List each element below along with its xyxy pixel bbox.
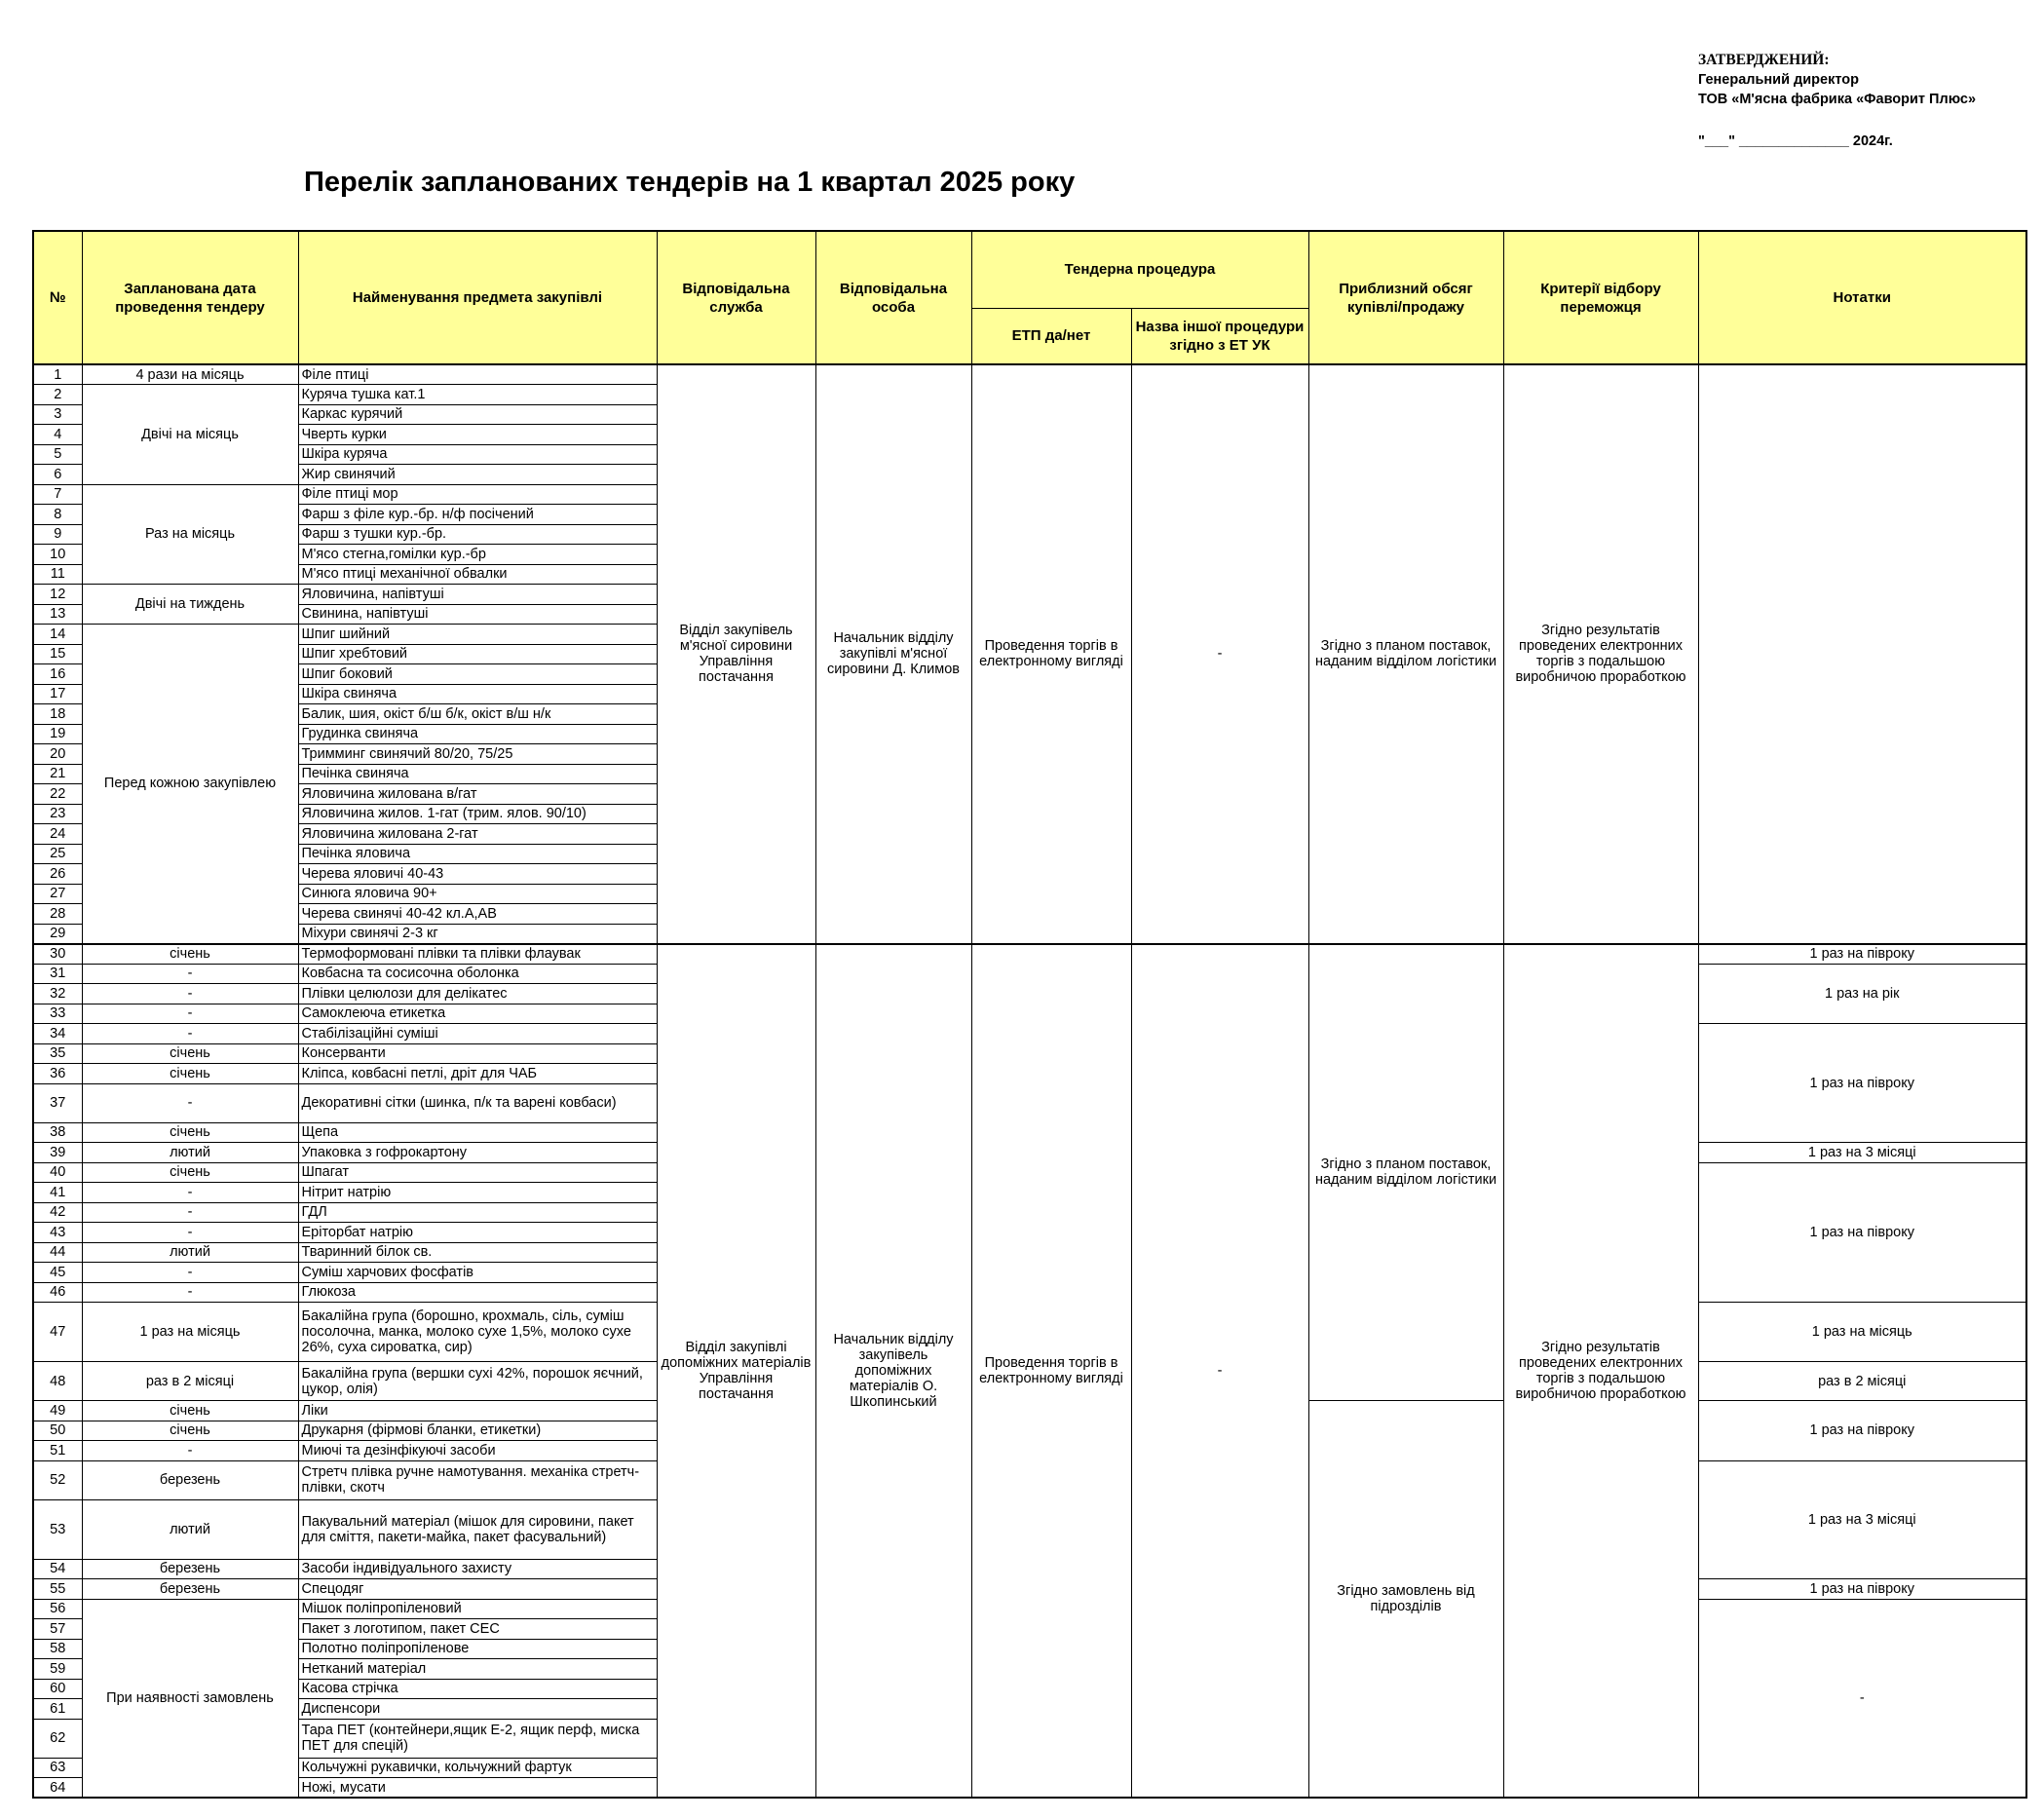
item-name: Кольчужні рукавички, кольчужний фартук: [298, 1758, 657, 1778]
item-name: Міхури свинячі 2-3 кг: [298, 924, 657, 944]
date-cell: 4 рази на місяць: [82, 364, 298, 385]
item-name: Куряча тушка кат.1: [298, 385, 657, 405]
date-cell: При наявності замовлень: [82, 1599, 298, 1798]
row-number: 45: [33, 1263, 82, 1283]
item-name: Шпиг хребтовий: [298, 644, 657, 664]
row-number: 63: [33, 1758, 82, 1778]
approval-company: ТОВ «М'ясна фабрика «Фаворит Плюс»: [1698, 92, 1977, 107]
date-cell: січень: [82, 1401, 298, 1421]
notes-cell: 1 раз на 3 місяці: [1698, 1460, 2026, 1579]
row-number: 28: [33, 904, 82, 925]
item-name: Стретч плівка ручне намотування. механіка стретч-плівки, скотч: [298, 1460, 657, 1499]
row-number: 52: [33, 1460, 82, 1499]
item-name: Свинина, напівтуші: [298, 604, 657, 625]
notes-cell: раз в 2 місяці: [1698, 1362, 2026, 1401]
item-name: Ліки: [298, 1401, 657, 1421]
item-name: Шпиг боковий: [298, 664, 657, 685]
row-number: 15: [33, 644, 82, 664]
date-cell: січень: [82, 1043, 298, 1064]
item-name: ГДЛ: [298, 1202, 657, 1223]
date-cell: -: [82, 1004, 298, 1024]
date-cell: січень: [82, 1421, 298, 1441]
header-volume: Приблизний обсяг купівлі/продажу: [1308, 231, 1503, 364]
date-cell: Раз на місяць: [82, 484, 298, 585]
header-service: Відповідальна служба: [657, 231, 815, 364]
service-cell: Відділ закупівель м'ясної сировини Управління постачання: [657, 364, 815, 944]
item-name: Стабілізаційні суміші: [298, 1024, 657, 1044]
date-cell: -: [82, 1441, 298, 1461]
volume-cell: Згідно з планом поставок, наданим відділом логістики: [1308, 364, 1503, 944]
item-name: Тара ПЕТ (контейнери,ящик Е-2, ящик перф, миска ПЕТ для спецій): [298, 1719, 657, 1758]
approval-block: [1698, 51, 2029, 151]
item-name: Черева свинячі 40-42 кл.А,АВ: [298, 904, 657, 925]
item-name: Полотно поліпропіленове: [298, 1639, 657, 1659]
notes-cell: 1 раз на 3 місяці: [1698, 1143, 2026, 1163]
row-number: 38: [33, 1122, 82, 1143]
row-number: 53: [33, 1499, 82, 1559]
item-name: Грудинка свиняча: [298, 724, 657, 744]
item-name: Філе птиці мор: [298, 484, 657, 505]
item-name: Бакалійна група (вершки сухі 42%, порошок яєчний, цукор, олія): [298, 1362, 657, 1401]
item-name: Нітрит натрію: [298, 1183, 657, 1203]
item-name: Щепа: [298, 1122, 657, 1143]
item-name: Філе птиці: [298, 364, 657, 385]
item-name: Мішок поліпропіленовий: [298, 1599, 657, 1619]
notes-cell: 1 раз на півроку: [1698, 1024, 2026, 1143]
date-cell: лютий: [82, 1242, 298, 1263]
service-cell: Відділ закупівлі допоміжних матеріалів Управління постачання: [657, 944, 815, 1799]
item-name: Диспенсори: [298, 1699, 657, 1720]
row-number: 50: [33, 1421, 82, 1441]
person-cell: Начальник відділу закупівель допоміжних матеріалів О. Шкопинський: [815, 944, 971, 1799]
row-number: 25: [33, 844, 82, 864]
date-cell: січень: [82, 1162, 298, 1183]
row-number: 4: [33, 425, 82, 445]
row-number: 59: [33, 1659, 82, 1680]
date-cell: -: [82, 984, 298, 1004]
item-name: Термоформовані плівки та плівки флаувак: [298, 944, 657, 965]
row-number: 22: [33, 784, 82, 805]
date-cell: березень: [82, 1579, 298, 1600]
row-number: 14: [33, 625, 82, 645]
item-name: Суміш харчових фосфатів: [298, 1263, 657, 1283]
date-cell: -: [82, 1223, 298, 1243]
row-number: 29: [33, 924, 82, 944]
item-name: Черева яловичі 40-43: [298, 864, 657, 885]
row-number: 49: [33, 1401, 82, 1421]
row-number: 31: [33, 964, 82, 984]
row-number: 61: [33, 1699, 82, 1720]
item-name: Глюкоза: [298, 1282, 657, 1303]
item-name: Тваринний білок св.: [298, 1242, 657, 1263]
volume-cell: Згідно замовлень від підрозділів: [1308, 1401, 1503, 1799]
date-cell: січень: [82, 1064, 298, 1084]
other-procedure-cell: -: [1131, 944, 1308, 1799]
item-name: Шпагат: [298, 1162, 657, 1183]
notes-cell: -: [1698, 1599, 2026, 1798]
document-title: Перелік запланованих тендерів на 1 квартал 2025 року: [304, 167, 1076, 198]
item-name: Упаковка з гофрокартону: [298, 1143, 657, 1163]
row-number: 62: [33, 1719, 82, 1758]
row-number: 10: [33, 545, 82, 565]
notes-cell: 1 раз на півроку: [1698, 944, 2026, 965]
header-criteria: Критерії відбору переможця: [1503, 231, 1698, 364]
row-number: 58: [33, 1639, 82, 1659]
row-number: 44: [33, 1242, 82, 1263]
item-name: Декоративні сітки (шинка, п/к та варені ковбаси): [298, 1083, 657, 1122]
row-number: 42: [33, 1202, 82, 1223]
row-number: 33: [33, 1004, 82, 1024]
notes-cell: 1 раз на півроку: [1698, 1401, 2026, 1461]
row-number: 34: [33, 1024, 82, 1044]
date-cell: березень: [82, 1559, 298, 1579]
etp-cell: Проведення торгів в електронному вигляді: [971, 364, 1131, 944]
item-name: Ковбасна та сосисочна оболонка: [298, 964, 657, 984]
row-number: 51: [33, 1441, 82, 1461]
item-name: Засоби індивідуального захисту: [298, 1559, 657, 1579]
row-number: 46: [33, 1282, 82, 1303]
person-cell: Начальник відділу закупівлі м'ясної сировини Д. Климов: [815, 364, 971, 944]
row-number: 3: [33, 404, 82, 425]
etp-cell: Проведення торгів в електронному вигляді: [971, 944, 1131, 1799]
row-number: 56: [33, 1599, 82, 1619]
row-number: 40: [33, 1162, 82, 1183]
row-number: 37: [33, 1083, 82, 1122]
row-number: 19: [33, 724, 82, 744]
item-name: Ножі, мусати: [298, 1778, 657, 1799]
date-cell: -: [82, 1083, 298, 1122]
date-cell: -: [82, 1282, 298, 1303]
item-name: Миючі та дезінфікуючі засоби: [298, 1441, 657, 1461]
item-name: Касова стрічка: [298, 1679, 657, 1699]
notes-cell: 1 раз на місяць: [1698, 1303, 2026, 1362]
item-name: Пакет з логотипом, пакет СЕС: [298, 1619, 657, 1640]
item-name: Шкіра куряча: [298, 444, 657, 465]
notes-cell: 1 раз на півроку: [1698, 1162, 2026, 1303]
row-number: 24: [33, 824, 82, 845]
header-person: Відповідальна особа: [815, 231, 971, 364]
item-name: М'ясо стегна,гомілки кур.-бр: [298, 545, 657, 565]
row-number: 16: [33, 664, 82, 685]
notes-cell: 1 раз на півроку: [1698, 1579, 2026, 1600]
criteria-cell: Згідно результатів проведених електронних торгів з подальшою виробничою проработкою: [1503, 364, 1698, 944]
date-cell: раз в 2 місяці: [82, 1362, 298, 1401]
item-name: Чверть курки: [298, 425, 657, 445]
notes-cell: 1 раз на рік: [1698, 964, 2026, 1024]
date-cell: січень: [82, 1122, 298, 1143]
row-number: 57: [33, 1619, 82, 1640]
row-number: 43: [33, 1223, 82, 1243]
item-name: Кліпса, ковбасні петлі, дріт для ЧАБ: [298, 1064, 657, 1084]
row-number: 6: [33, 465, 82, 485]
row-number: 48: [33, 1362, 82, 1401]
date-cell: -: [82, 964, 298, 984]
row-number: 32: [33, 984, 82, 1004]
item-name: Яловичина жилов. 1-гат (трим. ялов. 90/10): [298, 804, 657, 824]
row-number: 23: [33, 804, 82, 824]
item-name: Нетканий матеріал: [298, 1659, 657, 1680]
date-cell: лютий: [82, 1499, 298, 1559]
item-name: Шкіра свиняча: [298, 684, 657, 704]
item-name: Яловичина, напівтуші: [298, 585, 657, 605]
item-name: Синюга яловича 90+: [298, 884, 657, 904]
item-name: Балик, шия, окіст б/ш б/к, окіст в/ш н/к: [298, 704, 657, 725]
item-name: Консерванти: [298, 1043, 657, 1064]
item-name: Жир свинячий: [298, 465, 657, 485]
row-number: 64: [33, 1778, 82, 1799]
date-cell: Двічі на місяць: [82, 385, 298, 485]
row-number: 36: [33, 1064, 82, 1084]
row-number: 30: [33, 944, 82, 965]
item-name: Еріторбат натрію: [298, 1223, 657, 1243]
row-number: 39: [33, 1143, 82, 1163]
row-number: 47: [33, 1303, 82, 1362]
row-number: 35: [33, 1043, 82, 1064]
header-date: Запланована дата проведення тендеру: [82, 231, 298, 364]
row-number: 21: [33, 764, 82, 784]
row-number: 1: [33, 364, 82, 385]
item-name: Плівки целюлози для делікатес: [298, 984, 657, 1004]
row-number: 9: [33, 524, 82, 545]
item-name: Фарш з тушки кур.-бр.: [298, 524, 657, 545]
date-cell: Двічі на тиждень: [82, 585, 298, 625]
item-name: Тримминг свинячий 80/20, 75/25: [298, 744, 657, 765]
approval-position: Генеральний директор: [1698, 72, 1859, 88]
approval-date-line: "___" ______________ 2024г.: [1698, 133, 1893, 149]
row-number: 54: [33, 1559, 82, 1579]
date-cell: березень: [82, 1460, 298, 1499]
item-name: Яловичина жилована в/гат: [298, 784, 657, 805]
item-name: Печінка яловича: [298, 844, 657, 864]
header-num: №: [33, 231, 82, 364]
row-number: 26: [33, 864, 82, 885]
date-cell: -: [82, 1263, 298, 1283]
row-number: 2: [33, 385, 82, 405]
header-procedure: Тендерна процедура: [971, 231, 1308, 308]
tender-table: [32, 230, 2027, 1799]
date-cell: Перед кожною закупівлею: [82, 625, 298, 944]
date-cell: -: [82, 1183, 298, 1203]
date-cell: 1 раз на місяць: [82, 1303, 298, 1362]
item-name: М'ясо птиці механічної обвалки: [298, 564, 657, 585]
item-name: Яловичина жилована 2-гат: [298, 824, 657, 845]
row-number: 13: [33, 604, 82, 625]
row-number: 7: [33, 484, 82, 505]
header-other-procedure: Назва іншої процедури згідно з ЕТ УК: [1131, 308, 1308, 364]
row-number: 12: [33, 585, 82, 605]
approval-heading: ЗАТВЕРДЖЕНИЙ:: [1698, 52, 1830, 68]
item-name: Друкарня (фірмові бланки, етикетки): [298, 1421, 657, 1441]
row-number: 41: [33, 1183, 82, 1203]
item-name: Печінка свиняча: [298, 764, 657, 784]
row-number: 27: [33, 884, 82, 904]
item-name: Спецодяг: [298, 1579, 657, 1600]
date-cell: -: [82, 1024, 298, 1044]
row-number: 20: [33, 744, 82, 765]
header-etp: ЕТП да/нет: [971, 308, 1131, 364]
other-procedure-cell: -: [1131, 364, 1308, 944]
row-number: 11: [33, 564, 82, 585]
header-notes: Нотатки: [1698, 231, 2026, 364]
date-cell: січень: [82, 944, 298, 965]
row-number: 5: [33, 444, 82, 465]
criteria-cell: Згідно результатів проведених електронних торгів з подальшою виробничою проработкою: [1503, 944, 1698, 1799]
item-name: Шпиг шийний: [298, 625, 657, 645]
notes-cell: [1698, 364, 2026, 944]
row-number: 8: [33, 505, 82, 525]
date-cell: -: [82, 1202, 298, 1223]
item-name: Каркас курячий: [298, 404, 657, 425]
item-name: Пакувальний матеріал (мішок для сировини, пакет для сміття, пакети-майка, пакет фасувальний): [298, 1499, 657, 1559]
row-number: 55: [33, 1579, 82, 1600]
date-cell: лютий: [82, 1143, 298, 1163]
item-name: Фарш з філе кур.-бр. н/ф посічений: [298, 505, 657, 525]
item-name: Бакалійна група (борошно, крохмаль, сіль, суміш посолочна, манка, молоко сухе 1,5%, молоко сухе 26%, суха сироватка, сир): [298, 1303, 657, 1362]
volume-cell: Згідно з планом поставок, наданим відділом логістики: [1308, 944, 1503, 1401]
row-number: 60: [33, 1679, 82, 1699]
row-number: 18: [33, 704, 82, 725]
item-name: Самоклеюча етикетка: [298, 1004, 657, 1024]
row-number: 17: [33, 684, 82, 704]
header-item: Найменування предмета закупівлі: [298, 231, 657, 364]
